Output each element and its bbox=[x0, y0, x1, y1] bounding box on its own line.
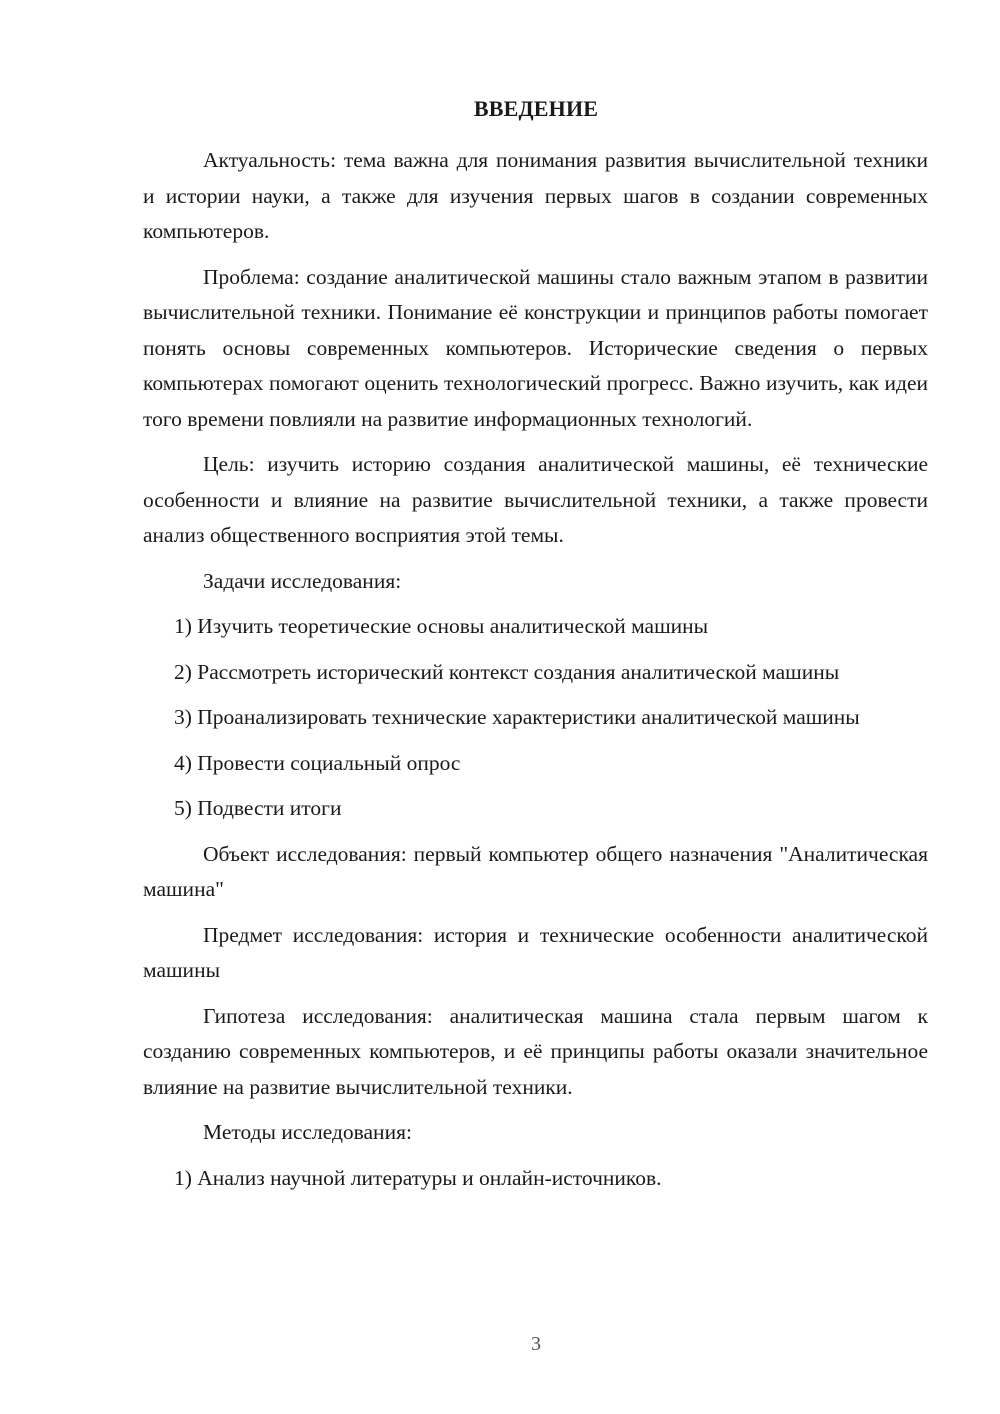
section-title: ВВЕДЕНИЕ bbox=[473, 96, 599, 121]
page-number: 3 bbox=[531, 1333, 541, 1355]
goal-paragraph: Цель: изучить историю создания аналитической машины, её технические особенности и влияние на развитие вычислительной техники, а также провести анализ общественного восприятия этой темы. bbox=[143, 452, 928, 547]
tasks-heading: Задачи исследования: bbox=[203, 568, 402, 593]
subject-paragraph: Предмет исследования: история и технические особенности аналитической машины bbox=[143, 922, 928, 982]
problem-paragraph: Проблема: создание аналитической машины стало важным этапом в развитии вычислительной техники. Понимание её конструкции и принципов работы помогает понять основы современных компьютеров. Исторические сведения о первых компьютерах помогают оценить технологический прогресс. Важно изучить, как идеи того времени повлияли на развитие информационных технологий. bbox=[143, 264, 928, 431]
document-body bbox=[143, 143, 928, 1206]
method-item-1: 1) Анализ научной литературы и онлайн-источников. bbox=[174, 1165, 662, 1190]
task-item-4: 4) Провести социальный опрос bbox=[174, 750, 461, 775]
hypothesis-paragraph: Гипотеза исследования: аналитическая машина стала первым шагом к созданию современных компьютеров, и её принципы работы оказали значительное влияние на развитие вычислительной техники. bbox=[143, 1003, 928, 1099]
methods-heading: Методы исследования: bbox=[203, 1120, 412, 1144]
task-item-2: 2) Рассмотреть исторический контекст создания аналитической машины bbox=[174, 659, 840, 684]
task-item-1: 1) Изучить теоретические основы аналитической машины bbox=[174, 614, 709, 638]
relevance-paragraph: Актуальность: тема важна для понимания развития вычислительной техники и истории науки, а также для изучения первых шагов в создании современных компьютеров. bbox=[143, 148, 928, 243]
object-paragraph: Объект исследования: первый компьютер общего назначения "Аналитическая машина" bbox=[143, 841, 928, 901]
task-item-3: 3) Проанализировать технические характеристики аналитической машины bbox=[174, 705, 860, 729]
task-item-5: 5) Подвести итоги bbox=[174, 796, 342, 820]
